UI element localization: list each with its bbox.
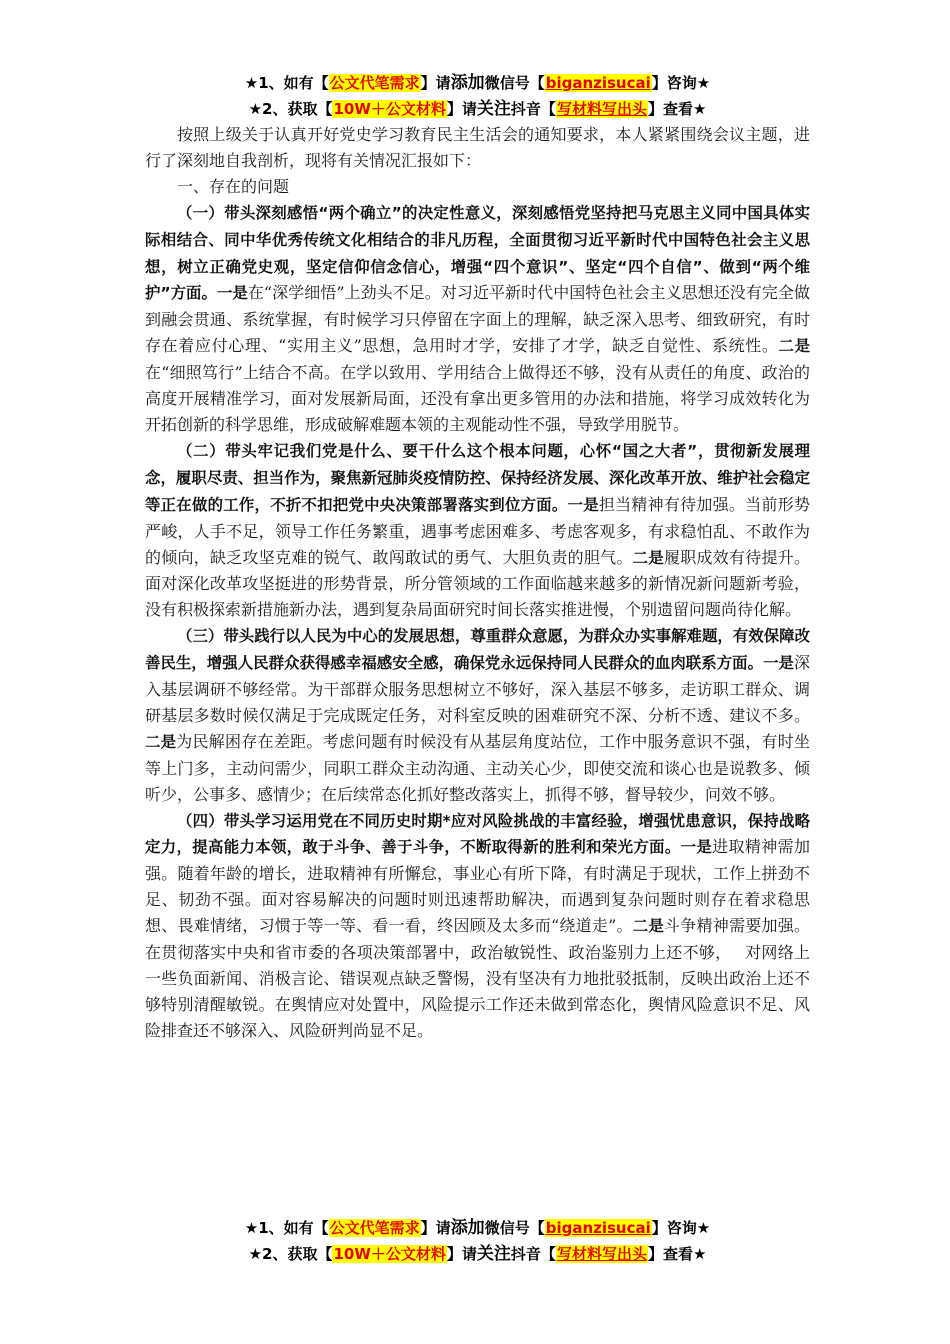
paragraph-text: 担当精神有待加强。当前形势严峻，人手不足，领导工作任务繁重，遇事考虑困难多、考虑客观多，有求稳怕乱、不敢作为的倾向，缺乏攻坚克难的锐气、敢闯敢试的勇气、大胆负责的胆气。 [145, 494, 810, 567]
paragraph-text: 履职成效有待提升。面对深化改革攻坚挺进的形势背景，所分管领域的工作面临越来越多的新情况新问题新考验，没有积极探索新措施新办法，遇到复杂局面研究时间长落实推进慢，个别遗留问题尚待化解。 [145, 547, 810, 620]
banner-text: ★2、获取【 [248, 1245, 333, 1263]
paragraph-bold-lead: （二）带头牢记我们党是什么、要干什么这个根本问题，心怀“国之大者”，贯彻新发展理念，履职尽责、担当作为，聚焦新冠肺炎疫情防控、保持经济发展、深化改革开放、维护社会稳定等正在做的工作，不折不扣把党中央决策部署落实到位方面。 [145, 441, 810, 514]
banner-text: 】咨询★ [651, 1219, 711, 1237]
top-banner [145, 70, 810, 122]
point-marker: 二是 [632, 917, 665, 936]
paragraph-text: 进取精神需加强。随着年龄的增长，进取精神有所懈怠，事业心有所下降，有时满足于现状，工作上拼劲不足、韧劲不强。面对容易解决的问题时则迅速帮助解决，而遇到复杂问题时则存在着求稳思想、畏难情绪，习惯于等一等、看一看，终因顾及太多而“绕道走”。 [145, 837, 810, 936]
problem-paragraph-3 [145, 623, 810, 807]
problem-paragraph-4 [145, 808, 810, 1044]
point-marker: 二是 [145, 732, 177, 751]
douyin-id-highlight: 写材料写出头 [556, 100, 647, 118]
banner-text: ★1、如有【 [244, 74, 329, 92]
problem-paragraph-1 [145, 200, 810, 438]
banner-text: 】请 [446, 100, 477, 118]
point-marker: 一是 [763, 654, 794, 673]
banner-highlight: 10W＋公文材料 [333, 100, 446, 118]
banner-text: ★1、如有【 [244, 1219, 329, 1237]
banner-line-2 [145, 1241, 810, 1267]
banner-highlight: 公文代笔需求 [329, 1219, 420, 1237]
intro-paragraph: 按照上级关于认真开好党史学习教育民主生活会的通知要求，本人紧紧围绕会议主题，进行了深刻地自我剖析，现将有关情况汇报如下： [145, 125, 810, 170]
wechat-id-highlight: biganzisucai [545, 1219, 651, 1237]
banner-text: ★2、获取【 [248, 100, 333, 118]
paragraph-text: 在“深学细悟”上劲头不足。对习近平新时代中国特色社会主义思想还没有完全做到融会贯通、系统掌握，有时候学习只停留在字面上的理解，缺乏深入思考、细致研究，有时存在着应付心理、“实用主义”思想，急用时才学，安排了才学，缺乏自觉性、系统性。 [145, 283, 810, 356]
paragraph-text: 为民解困存在差距。考虑问题有时候没有从基层角度站位，工作中服务意识不强，有时坐等上门多，主动问需少，同职工群众主动沟通、主动关心少，即使交流和谈心也是说教多、倾听少，公事多、感情少；在后续常态化抓好整改落实上，抓得不够，督导较少，问效不够。 [145, 731, 810, 804]
banner-text: 】请 [446, 1245, 477, 1263]
banner-text: 微信号【 [484, 74, 545, 92]
banner-emphasis: 关注 [476, 1244, 511, 1264]
point-marker: 二是 [778, 337, 810, 356]
point-marker: 一是 [216, 284, 248, 303]
banner-text: 】咨询★ [651, 74, 711, 92]
bottom-banner [145, 1215, 810, 1267]
point-marker: 一是 [680, 838, 713, 857]
banner-text: 】请 [420, 1219, 451, 1237]
banner-text: 抖音【 [510, 1245, 556, 1263]
document-body [145, 122, 810, 1044]
banner-emphasis: 关注 [476, 99, 511, 119]
problem-paragraph-2 [145, 438, 810, 623]
banner-emphasis: 添加 [450, 73, 485, 93]
point-marker: 一是 [567, 495, 599, 514]
wechat-id-highlight: biganzisucai [545, 74, 651, 92]
paragraph-bold-lead: （四）带头学习运用党在不同历史时期*应对风险挑战的丰富经验，增强忧患意识，保持战略定力，提高能力本领，敢于斗争、善于斗争，不断取得新的胜利和荣光方面。 [145, 811, 810, 857]
banner-line-1 [145, 1215, 810, 1241]
banner-highlight: 公文代笔需求 [329, 74, 420, 92]
paragraph-bold-lead: （三）带头践行以人民为中心的发展思想，尊重群众意愿，为群众办实事解难题，有效保障改善民生，增强人民群众获得感幸福感安全感，确保党永远保持同人民群众的血肉联系方面。 [145, 627, 810, 673]
banner-text: 】请 [420, 74, 451, 92]
banner-line-1 [145, 70, 810, 96]
paragraph-text: 在“细照笃行”上结合不高。在学以致用、学用结合上做得还不够，没有从责任的角度、政治的高度开展精准学习，面对发展新局面，还没有拿出更多管用的办法和措施，将学习成效转化为开拓创新的科学思维，形成破解难题本领的主观能动性不强，导致学用脱节。 [145, 363, 810, 434]
banner-highlight: 10W＋公文材料 [333, 1245, 446, 1263]
banner-line-2 [145, 96, 810, 122]
banner-text: 】查看★ [647, 100, 707, 118]
banner-text: 微信号【 [484, 1219, 545, 1237]
paragraph-text: 深入基层调研不够经常。为干部群众服务思想树立不够好，深入基层不够多，走访职工群众、调研基层多数时候仅满足于完成既定任务，对科室反映的困难研究不深、分析不透、建议不多。 [145, 653, 810, 725]
document-page [145, 70, 810, 1044]
douyin-id-highlight: 写材料写出头 [556, 1245, 647, 1263]
paragraph-bold-lead: （一）带头深刻感悟“两个确立”的决定性意义，深刻感悟党坚持把马克思主义同中国具体实际相结合、同中华优秀传统文化相结合的非凡历程，全面贯彻习近平新时代中国特色社会主义思想，树立正确党史观，坚定信仰信念信心，增强“四个意识”、坚定“四个自信”、做到“两个维护”方面。 [145, 203, 810, 303]
banner-emphasis: 添加 [450, 1218, 485, 1238]
banner-text: 】查看★ [647, 1245, 707, 1263]
paragraph-text: 斗争精神需要加强。在贯彻落实中央和省市委的各项决策部署中，政治敏锐性、政治鉴别力上还不够， 对网络上一些负面新闻、消极言论、错误观点缺乏警惕，没有坚决有力地批驳抵制，反映出政治上还不够特别清醒敏锐。在舆情应对处置中，风险提示工作还未做到常态化，舆情风险意识不足、风险排查还不够深入、风险研判尚显不足。 [145, 916, 810, 1040]
section-heading: 一、存在的问题 [177, 176, 290, 196]
banner-text: 抖音【 [510, 100, 556, 118]
point-marker: 二是 [632, 548, 664, 567]
